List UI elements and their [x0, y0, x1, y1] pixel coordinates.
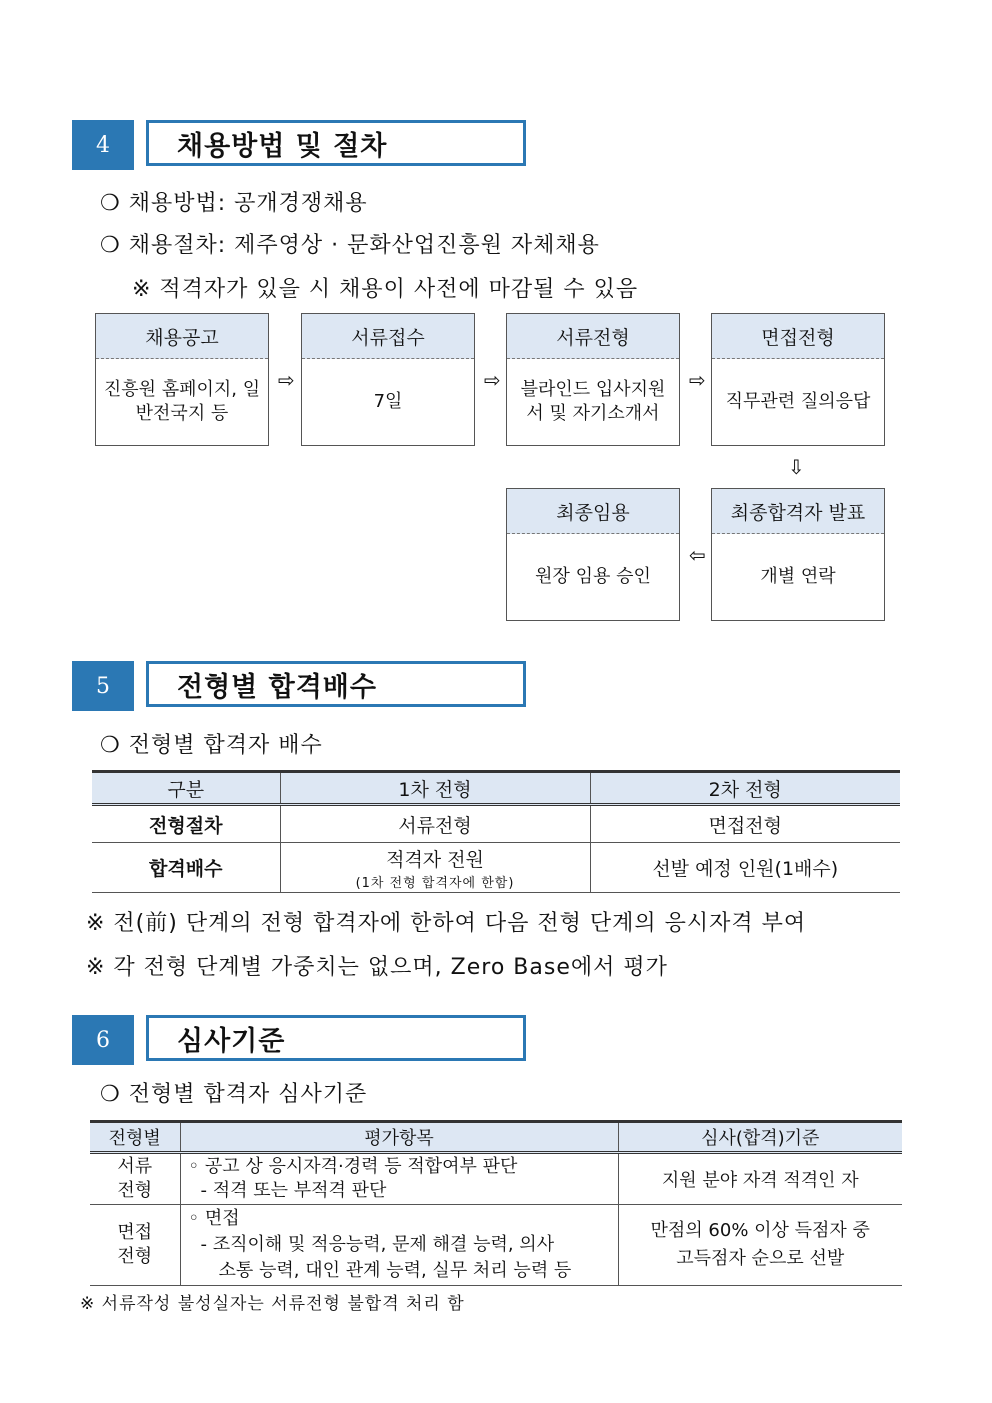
- item-line: ◦ 면접: [188, 1208, 240, 1229]
- table-header: 심사(합격)기준: [618, 1122, 902, 1153]
- flow-head: 최종합격자 발표: [712, 489, 884, 534]
- weight-note: ※ 각 전형 단계별 가중치는 없으며, Zero Base에서 평가: [86, 955, 668, 980]
- table-cell: [180, 1153, 618, 1205]
- flow-body: 7일: [373, 391, 403, 412]
- row-label: 서류 전형: [90, 1153, 180, 1205]
- table-row: [92, 843, 900, 893]
- item-line: - 조직이해 및 적응능력, 문제 해결 능력, 의사: [200, 1234, 555, 1255]
- table-cell: [280, 843, 590, 893]
- table-cell: 면접전형: [590, 805, 900, 843]
- flow-head: 서류전형: [507, 314, 679, 359]
- flow-box-announcement: [95, 313, 269, 446]
- flow-box-final-announcement: [711, 488, 885, 621]
- flow-body: 개별 연락: [760, 566, 836, 587]
- flow-body: 블라인드 입사지원서 및 자기소개서: [520, 379, 666, 424]
- flow-head: 서류접수: [302, 314, 474, 359]
- early-close-note: ※ 적격자가 있을 시 채용이 사전에 마감될 수 있음: [132, 277, 639, 302]
- cell-main-text: 적격자 전원: [386, 848, 484, 871]
- row-label: 전형절차: [92, 805, 280, 843]
- section-6-title: 심사기준: [146, 1015, 526, 1061]
- flow-box-document-screening: [506, 313, 680, 446]
- flow-box-interview: [711, 313, 885, 446]
- table-cell: 지원 분야 자격 적격인 자: [618, 1153, 902, 1205]
- arrow-down-icon: ⇩: [788, 455, 805, 479]
- flow-body: 진흥원 홈페이지, 일반전국지 등: [103, 379, 261, 424]
- item-line: - 적격 또는 부적격 판단: [200, 1180, 387, 1201]
- stage-qualification-note: ※ 전(前) 단계의 전형 합격자에 한하여 다음 전형 단계의 응시자격 부여: [86, 911, 807, 936]
- criteria-table: [90, 1120, 902, 1286]
- flow-body: 원장 임용 승인: [535, 566, 651, 587]
- row-label: 면접 전형: [90, 1205, 180, 1286]
- item-line: 소통 능력, 대인 관계 능력, 실무 처리 능력 등: [218, 1260, 572, 1281]
- pass-multiple-table: [92, 770, 900, 893]
- table-cell: 만점의 60% 이상 득점자 중 고득점자 순으로 선발: [618, 1205, 902, 1286]
- flow-head: 최종임용: [507, 489, 679, 534]
- recruit-method: ❍ 채용방법: 공개경쟁채용: [100, 191, 368, 216]
- flow-head: 채용공고: [96, 314, 268, 359]
- arrow-right-icon: ⇨: [689, 368, 706, 392]
- table-cell: [180, 1205, 618, 1286]
- row-label: 합격배수: [92, 843, 280, 893]
- table-header-row: [90, 1122, 902, 1153]
- table-header: 2차 전형: [590, 772, 900, 805]
- table-cell: 선발 예정 인원(1배수): [590, 843, 900, 893]
- table-cell: 서류전형: [280, 805, 590, 843]
- section-5-title: 전형별 합격배수: [146, 661, 526, 707]
- section-4-number: 4: [72, 120, 134, 170]
- arrow-right-icon: ⇨: [484, 368, 501, 392]
- insincere-document-note: ※ 서류작성 불성실자는 서류전형 불합격 처리 함: [80, 1294, 465, 1314]
- cell-sub-text: (1차 전형 합격자에 한함): [355, 875, 515, 891]
- section-6-number: 6: [72, 1015, 134, 1065]
- arrow-left-icon: ⇦: [689, 543, 706, 567]
- pass-multiple-bullet: ❍ 전형별 합격자 배수: [100, 733, 323, 758]
- table-header: 구분: [92, 772, 280, 805]
- table-row: [90, 1205, 902, 1286]
- item-line: ◦ 공고 상 응시자격·경력 등 적합여부 판단: [188, 1156, 518, 1177]
- table-header: 전형별: [90, 1122, 180, 1153]
- table-header: 1차 전형: [280, 772, 590, 805]
- section-4-title: 채용방법 및 절차: [146, 120, 526, 166]
- flow-box-final-appointment: [506, 488, 680, 621]
- arrow-right-icon: ⇨: [278, 368, 295, 392]
- criteria-bullet: ❍ 전형별 합격자 심사기준: [100, 1082, 368, 1107]
- flow-body: 직무관련 질의응답: [725, 391, 871, 412]
- section-5-number: 5: [72, 661, 134, 711]
- flow-head: 면접전형: [712, 314, 884, 359]
- flow-box-submission: [301, 313, 475, 446]
- table-row: [90, 1153, 902, 1205]
- table-header: 평가항목: [180, 1122, 618, 1153]
- table-row: [92, 805, 900, 843]
- table-header-row: [92, 772, 900, 805]
- recruit-procedure: ❍ 채용절차: 제주영상 · 문화산업진흥원 자체채용: [100, 233, 600, 258]
